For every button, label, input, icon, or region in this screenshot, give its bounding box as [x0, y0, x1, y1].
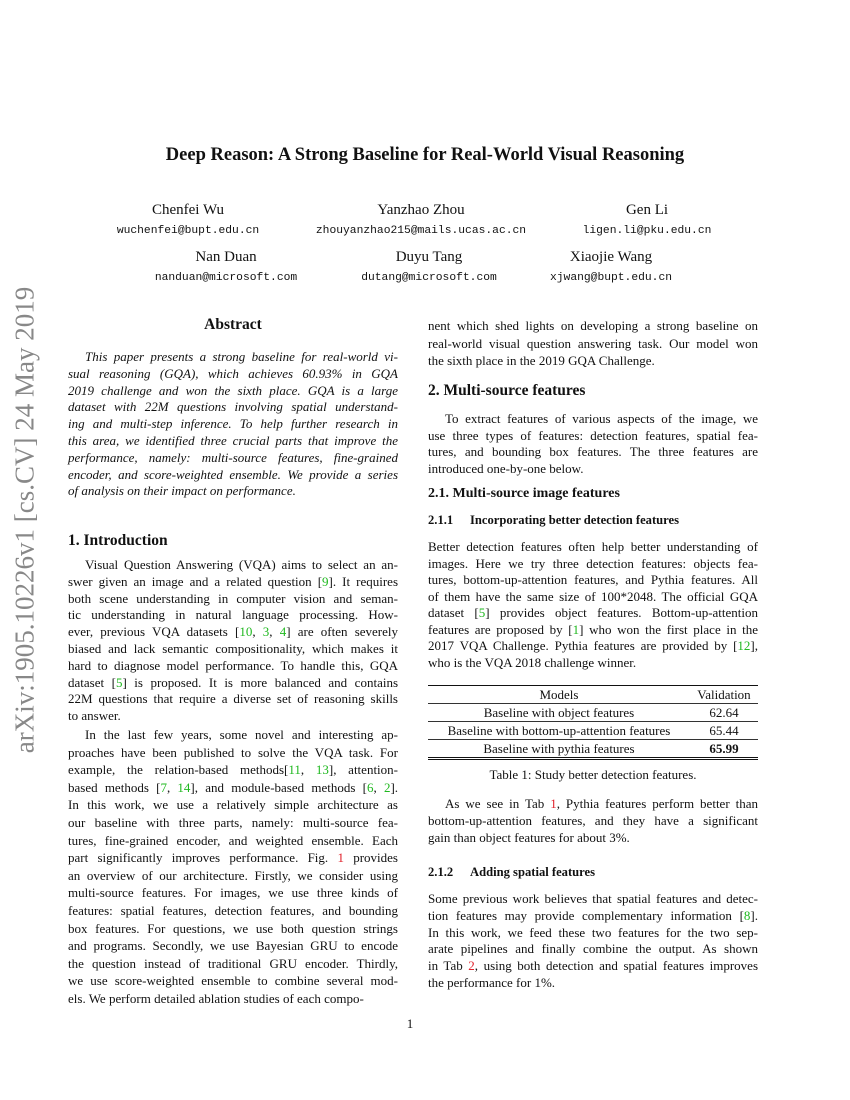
text-line: of them have the same size of 100*2048. The official GQA: [428, 588, 758, 604]
subsubsection-title: Incorporating better detection features: [470, 513, 680, 527]
text-line: tures, fine-grained encoder, and weighted ensemble. Each: [68, 832, 398, 848]
intro-paragraph-continued: [428, 317, 758, 370]
table-header-row: [428, 686, 758, 704]
text-line: dataset [5] is proposed. It is more balanced and contains: [68, 674, 399, 690]
author-name: Yanzhao Zhou: [377, 202, 465, 218]
author-email: dutang@microsoft.com: [361, 272, 497, 284]
text-line: Visual Question Answering (VQA) aims to select an an-: [85, 557, 398, 572]
table-header-models: Models: [428, 686, 690, 704]
text-line: tion features may provide complementary information [8].: [428, 907, 758, 923]
text-line: In this work, we use a relatively simple architecture as: [68, 797, 398, 813]
text-line: our baseline with three parts, namely: multi-source fea-: [68, 814, 398, 830]
text-line: In this work, we feed these two features for the two sep-: [428, 924, 758, 940]
text-line: To extract features of various aspects of the image, we: [445, 411, 758, 426]
text-line: hard to diagnose model performance. To handle this, GQA: [68, 657, 398, 673]
table-cell-value: 62.64: [690, 704, 758, 722]
text-line: we use score-weighted ensemble to combine several mod-: [68, 973, 398, 989]
text-line: As we see in Tab 1, Pythia features perform better than: [445, 796, 758, 811]
section-heading-introduction: 1. Introduction: [68, 532, 168, 549]
text-line: dataset with 22M questions involving spatial understand-: [68, 399, 398, 415]
text-line: features are proposed by [1] who won the first place in the: [428, 621, 759, 637]
text-line: box features. For questions, we use both question strings: [68, 920, 398, 936]
text-line: 22M questions that require a diverse set of reasoning skills: [68, 691, 398, 707]
author-email: xjwang@bupt.edu.cn: [549, 272, 673, 284]
text-line: images. Here we try three detection features: objects fea-: [428, 555, 758, 571]
author-name: Nan Duan: [195, 249, 257, 265]
table-discussion-paragraph: [428, 795, 758, 846]
table-header-validation: Validation: [690, 686, 758, 704]
author: [58, 201, 318, 239]
subsubsection-number: 2.1.2: [428, 865, 454, 879]
text-line: performance, namely: multi-source features, fine-grained: [68, 449, 398, 465]
text-line: features: spatial features, detection features, and bounding: [68, 902, 398, 918]
author-name: Xiaojie Wang: [569, 249, 653, 265]
text-line: the performance for 1%.: [428, 974, 556, 990]
table-cell-value-best: 65.99: [709, 741, 739, 756]
subsubsection-heading-2-1-1: [428, 513, 679, 528]
text-line: dataset [5] provides object features. Bottom-up-attention: [428, 605, 759, 620]
text-line: els. We perform detailed ablation studies of each compo-: [68, 990, 364, 1006]
page-number: 1: [406, 1016, 414, 1031]
abstract-heading: Abstract: [204, 316, 262, 333]
text-line: arate pipelines and finally combine the output. As shown: [428, 941, 758, 957]
table-row: [428, 740, 758, 759]
table-cell-model: Baseline with pythia features: [483, 741, 635, 756]
author-name: Duyu Tang: [395, 249, 463, 265]
text-line: the sixth place in the 2019 GQA Challenge.: [428, 353, 655, 369]
table-cell-model: Baseline with bottom-up-attention features: [428, 722, 690, 740]
text-line: both scene understanding in computer vision and seman-: [68, 590, 398, 606]
text-line: based methods [7, 14], and module-based methods [6, 2].: [68, 779, 399, 795]
text-line: This paper presents a strong baseline for real-world vi-: [85, 349, 398, 364]
intro-paragraph-1: [68, 557, 398, 725]
author-email: ligen.li@pku.edu.cn: [582, 225, 712, 237]
text-line: this area, we identified three crucial parts that improve the: [68, 432, 398, 448]
text-line: an overview of our architecture. Firstly, we consider using: [68, 867, 398, 883]
text-line: Some previous work believes that spatial features and detec-: [428, 891, 758, 906]
table-row: [428, 704, 758, 722]
text-line: example, the relation-based methods[11, 13], attention-: [68, 762, 398, 778]
text-line: ing and multi-step inference. To help further research in: [68, 416, 398, 432]
text-line: tures, bottom-up-attention features, and Pythia features. All: [428, 572, 758, 587]
text-line: 2017 VQA Challenge. Pythia features are provided by [12],: [428, 638, 758, 653]
arxiv-stamp: arXiv:1905.10226v1 [cs.CV] 24 May 2019: [9, 286, 40, 754]
text-line: bottom-up-attention features, and they have a significant: [428, 813, 758, 828]
text-line: of analysis on their impact on performance.: [68, 483, 296, 499]
abstract-text: [68, 349, 398, 500]
paper-title: Deep Reason: A Strong Baseline for Real-World Visual Reasoning: [165, 145, 685, 165]
text-line: ever, previous VQA datasets [10, 3, 4] are often severely: [68, 624, 399, 640]
text-line: who is the VQA 2018 challenge winner.: [428, 654, 637, 670]
spatial-features-paragraph: [428, 891, 758, 992]
text-line: 2019 challenge and won the sixth place. GQA is a large: [68, 382, 398, 398]
text-line: encoder, and score-weighted ensemble. We provide a series: [68, 466, 398, 482]
text-line: tures, and bounding box features. The three features are: [428, 444, 758, 460]
text-line: Better detection features often help better understanding of: [428, 539, 758, 554]
text-line: in Tab 2, using both detection and spatial features improves: [428, 958, 759, 974]
text-line: real-world visual question answering task. Our model won: [428, 335, 758, 351]
author-email: nanduan@microsoft.com: [154, 272, 298, 284]
table-cell-value: 65.44: [690, 722, 758, 740]
author-name: Chenfei Wu: [151, 202, 225, 218]
text-line: to answer.: [68, 708, 121, 724]
table-caption: Table 1: Study better detection features.: [489, 767, 697, 782]
author-name: Gen Li: [625, 202, 669, 218]
text-line: multi-source features. For images, we use three kinds of: [68, 885, 398, 901]
author: [517, 201, 777, 239]
text-line: sual reasoning (GQA), which achieves 60.93% in GQA: [68, 365, 398, 381]
text-line: proaches have been published to solve the VQA task. For: [68, 744, 398, 760]
text-line: gain than object features for about 3%.: [428, 830, 630, 845]
text-line: nent which shed lights on developing a strong baseline on: [428, 318, 758, 333]
author-email: wuchenfei@bupt.edu.cn: [116, 225, 260, 237]
subsection-heading-2-1: 2.1. Multi-source image features: [428, 486, 620, 501]
author-email: zhouyanzhao215@mails.ucas.ac.cn: [315, 225, 527, 237]
text-line: and programs. Secondly, we use Bayesian GRU to encode: [68, 938, 398, 954]
section2-paragraph: [428, 411, 758, 477]
text-line: use three types of features: detection features, spatial fea-: [428, 427, 758, 443]
subsubsection-number: 2.1.1: [428, 513, 454, 527]
text-line: In the last few years, some novel and interesting ap-: [85, 727, 398, 742]
intro-paragraph-2: [68, 726, 398, 1008]
table-cell-model: Baseline with object features: [428, 704, 690, 722]
section-heading-multi-source: 2. Multi-source features: [428, 382, 586, 399]
table-row: [428, 722, 758, 740]
results-table: [428, 685, 758, 760]
text-line: the question instead of traditional GRU encoder. Thirdly,: [68, 955, 398, 971]
author: [291, 201, 551, 239]
detection-features-paragraph: [428, 539, 758, 671]
subsubsection-title: Adding spatial features: [470, 865, 596, 879]
text-line: introduced one-by-one below.: [428, 460, 584, 476]
text-line: part significantly improves performance. Fig. 1 provides: [68, 850, 398, 866]
text-line: tic understanding in natural language processing. How-: [68, 607, 398, 623]
author: [481, 248, 741, 286]
text-line: swer given an image and a related question [9]. It requires: [68, 573, 399, 589]
text-line: biased and lack semantic compositionality, which makes it: [68, 640, 398, 656]
subsubsection-heading-2-1-2: [428, 865, 595, 880]
